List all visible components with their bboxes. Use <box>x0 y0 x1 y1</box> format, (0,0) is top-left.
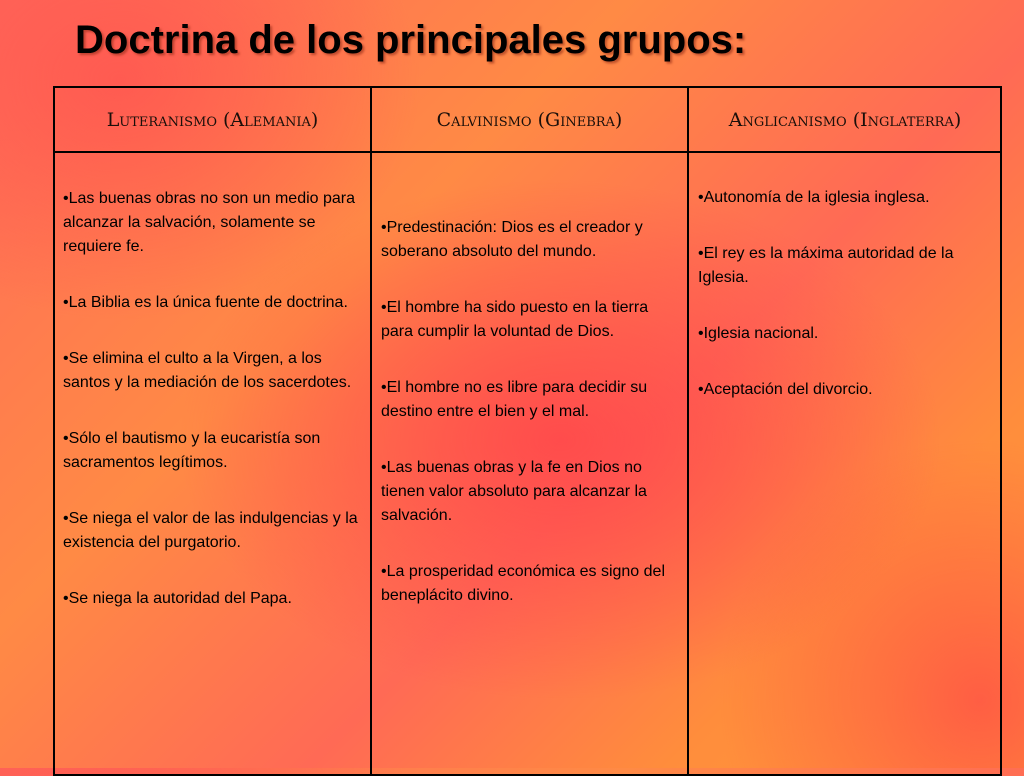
list-item: •Se niega la autoridad del Papa. <box>63 590 292 607</box>
list-item: •La Biblia es la única fuente de doctrina. <box>63 294 348 311</box>
list-item: •Iglesia nacional. <box>698 325 819 342</box>
list-item: •Se elimina el culto a la Virgen, a los santos y la mediación de los sacerdotes. <box>63 350 352 391</box>
column-divider <box>687 88 689 774</box>
header-calvinismo: Calvinismo (Ginebra) <box>436 108 623 131</box>
column-calvinismo <box>381 216 681 640</box>
doctrine-table <box>53 86 1002 776</box>
list-item: •La prosperidad económica es signo del beneplácito divino. <box>381 563 665 604</box>
column-luteranismo <box>63 187 363 643</box>
header-divider <box>55 151 1000 153</box>
list-item: •Se niega el valor de las indulgencias y la existencia del purgatorio. <box>63 510 358 551</box>
header-luteranismo: Luteranismo (Alemania) <box>106 108 319 131</box>
list-item: •El hombre ha sido puesto en la tierra para cumplir la voluntad de Dios. <box>381 299 649 340</box>
list-item: •Predestinación: Dios es el creador y soberano absoluto del mundo. <box>381 219 643 260</box>
list-item: •Autonomía de la iglesia inglesa. <box>698 189 930 206</box>
list-item: •El hombre no es libre para decidir su destino entre el bien y el mal. <box>381 379 648 420</box>
column-anglicanismo <box>698 186 1000 434</box>
page-title: Doctrina de los principales grupos: <box>75 18 747 62</box>
list-item: •Las buenas obras no son un medio para alcanzar la salvación, solamente se requiere fe. <box>63 190 356 255</box>
list-item: •Sólo el bautismo y la eucaristía son sacramentos legítimos. <box>63 430 321 471</box>
list-item: •Las buenas obras y la fe en Dios no tienen valor absoluto para alcanzar la salvación. <box>381 459 647 524</box>
header-anglicanismo: Anglicanismo (Inglaterra) <box>728 108 962 131</box>
list-item: •Aceptación del divorcio. <box>698 381 873 398</box>
list-item: •El rey es la máxima autoridad de la Iglesia. <box>698 245 954 286</box>
column-divider <box>370 88 372 774</box>
